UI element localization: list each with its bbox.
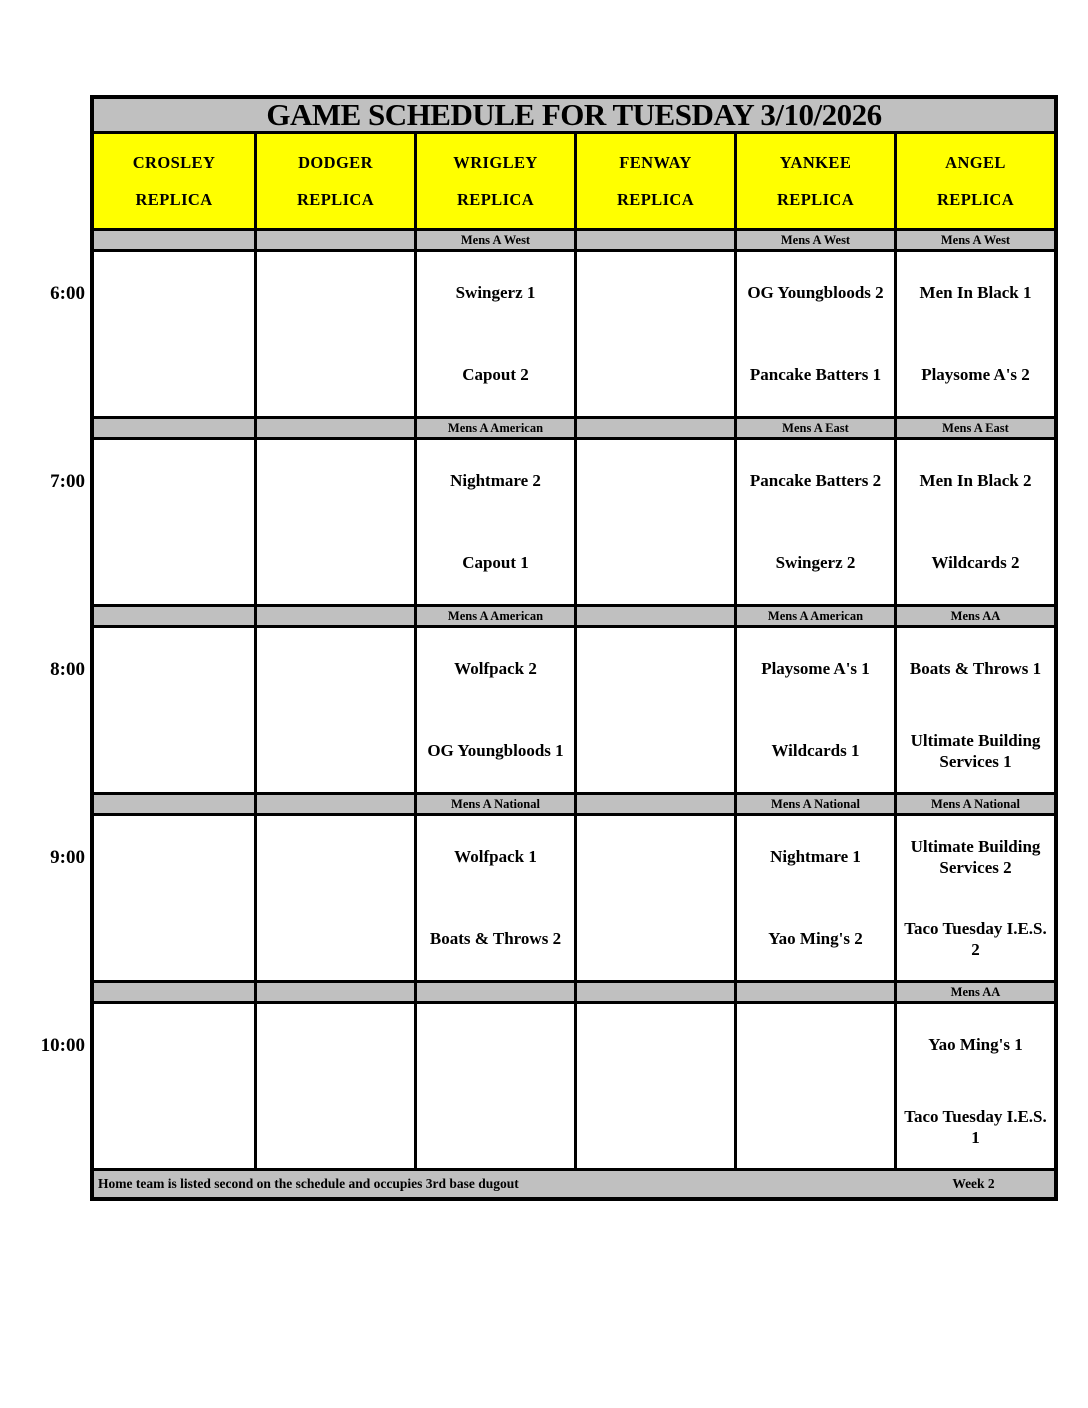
home-team-yankee: Yao Ming's 2	[768, 929, 863, 949]
game-cell-wrigley	[414, 816, 574, 980]
away-team-yankee	[737, 1004, 894, 1086]
away-team-yankee: OG Youngbloods 2	[747, 283, 884, 303]
division-cell-wrigley: Mens A West	[414, 231, 574, 249]
division-cell-crosley	[94, 795, 254, 813]
home-team-dodger	[257, 898, 414, 980]
page-title: GAME SCHEDULE FOR TUESDAY 3/10/2026	[94, 99, 1054, 134]
division-cell-yankee: Mens A West	[734, 231, 894, 249]
game-cell-dodger	[254, 440, 414, 604]
division-row-2	[94, 607, 1054, 628]
time-label-2: 8:00	[50, 659, 85, 680]
division-cell-angel: Mens A National	[894, 795, 1054, 813]
away-team-dodger	[257, 1004, 414, 1086]
home-team-wrigley: Capout 1	[462, 553, 529, 573]
home-team-fenway	[577, 522, 734, 604]
away-team-fenway	[577, 1004, 734, 1086]
away-team-wrigley: Swingerz 1	[455, 283, 536, 303]
game-cell-crosley	[94, 252, 254, 416]
division-cell-angel: Mens AA	[894, 607, 1054, 625]
field-header-crosley	[94, 134, 254, 228]
away-team-angel: Men In Black 1	[919, 283, 1032, 303]
away-team-wrigley: Wolfpack 2	[454, 659, 537, 679]
away-team-angel: Ultimate Building Services 2	[910, 836, 1041, 877]
away-team-dodger	[257, 440, 414, 522]
game-cell-dodger	[254, 816, 414, 980]
home-team-angel: Taco Tuesday I.E.S. 1	[904, 1106, 1047, 1147]
game-cell-wrigley	[414, 440, 574, 604]
away-team-wrigley	[417, 1004, 574, 1086]
field-name-wrigley: WRIGLEY	[453, 152, 538, 172]
game-cell-crosley	[94, 816, 254, 980]
home-team-crosley	[94, 1086, 254, 1168]
home-team-wrigley: OG Youngbloods 1	[427, 741, 564, 761]
time-label-4: 10:00	[40, 1035, 85, 1056]
game-cell-dodger	[254, 628, 414, 792]
away-team-dodger	[257, 252, 414, 334]
field-suffix-dodger: REPLICA	[296, 189, 375, 209]
home-team-fenway	[577, 1086, 734, 1168]
game-cell-angel	[894, 1004, 1054, 1168]
home-team-dodger	[257, 522, 414, 604]
time-label-3: 9:00	[50, 847, 85, 868]
home-team-angel: Wildcards 2	[931, 553, 1020, 573]
game-cell-fenway	[574, 816, 734, 980]
division-cell-fenway	[574, 795, 734, 813]
division-cell-yankee: Mens A American	[734, 607, 894, 625]
division-cell-dodger	[254, 607, 414, 625]
game-cell-fenway	[574, 440, 734, 604]
away-team-angel: Yao Ming's 1	[928, 1035, 1023, 1055]
division-cell-angel: Mens AA	[894, 983, 1054, 1001]
game-cell-yankee	[734, 816, 894, 980]
field-suffix-fenway: REPLICA	[616, 189, 695, 209]
away-team-angel: Boats & Throws 1	[909, 659, 1042, 679]
field-header-dodger	[254, 134, 414, 228]
game-cell-yankee	[734, 252, 894, 416]
away-team-yankee: Nightmare 1	[770, 847, 861, 867]
division-cell-yankee: Mens A East	[734, 419, 894, 437]
away-team-crosley	[94, 816, 254, 898]
away-team-yankee: Pancake Batters 2	[749, 471, 882, 491]
division-cell-wrigley: Mens A American	[414, 419, 574, 437]
division-cell-angel: Mens A East	[894, 419, 1054, 437]
home-team-crosley	[94, 710, 254, 792]
field-suffix-yankee: REPLICA	[776, 189, 855, 209]
game-cell-fenway	[574, 252, 734, 416]
home-team-yankee	[737, 1086, 894, 1168]
home-team-angel: Playsome A's 2	[921, 365, 1030, 385]
home-team-yankee: Pancake Batters 1	[749, 365, 882, 385]
game-cell-crosley	[94, 628, 254, 792]
division-cell-fenway	[574, 983, 734, 1001]
game-cell-angel	[894, 628, 1054, 792]
away-team-angel: Men In Black 2	[919, 471, 1032, 491]
home-team-angel: Taco Tuesday I.E.S. 2	[904, 918, 1047, 959]
field-header-angel	[894, 134, 1054, 228]
division-cell-wrigley: Mens A National	[414, 795, 574, 813]
field-name-angel: ANGEL	[945, 152, 1006, 172]
schedule-table	[90, 95, 1058, 1201]
game-cell-fenway	[574, 1004, 734, 1168]
division-cell-dodger	[254, 419, 414, 437]
game-cell-dodger	[254, 1004, 414, 1168]
game-row-1	[94, 440, 1054, 607]
division-cell-crosley	[94, 983, 254, 1001]
home-team-note: Home team is listed second on the schedule and occupies 3rd base dugout	[98, 1176, 519, 1191]
home-team-dodger	[257, 710, 414, 792]
away-team-fenway	[577, 440, 734, 522]
game-cell-wrigley	[414, 1004, 574, 1168]
field-name-fenway: FENWAY	[619, 152, 692, 172]
game-cell-dodger	[254, 252, 414, 416]
away-team-fenway	[577, 816, 734, 898]
division-cell-wrigley	[414, 983, 574, 1001]
home-team-dodger	[257, 334, 414, 416]
division-cell-yankee: Mens A National	[734, 795, 894, 813]
field-header-yankee	[734, 134, 894, 228]
home-team-yankee: Swingerz 2	[775, 553, 856, 573]
game-cell-fenway	[574, 628, 734, 792]
field-suffix-crosley: REPLICA	[135, 189, 213, 209]
division-cell-dodger	[254, 231, 414, 249]
game-cell-wrigley	[414, 252, 574, 416]
field-name-yankee: YANKEE	[779, 152, 852, 172]
away-team-crosley	[94, 628, 254, 710]
footer-row	[94, 1171, 1054, 1197]
time-label-0: 6:00	[50, 283, 85, 304]
field-header-row	[94, 134, 1054, 231]
division-cell-crosley	[94, 231, 254, 249]
game-cell-yankee	[734, 628, 894, 792]
game-cell-yankee	[734, 440, 894, 604]
home-team-fenway	[577, 898, 734, 980]
away-team-crosley	[94, 1004, 254, 1086]
division-cell-fenway	[574, 231, 734, 249]
home-team-wrigley: Capout 2	[462, 365, 529, 385]
away-team-crosley	[94, 440, 254, 522]
home-team-fenway	[577, 710, 734, 792]
division-cell-fenway	[574, 419, 734, 437]
game-cell-angel	[894, 816, 1054, 980]
division-row-1	[94, 419, 1054, 440]
field-suffix-angel: REPLICA	[936, 189, 1015, 209]
away-team-fenway	[577, 628, 734, 710]
division-cell-yankee	[734, 983, 894, 1001]
field-name-dodger: DODGER	[298, 152, 373, 172]
division-cell-crosley	[94, 419, 254, 437]
time-blocks-container	[94, 231, 1054, 1171]
division-cell-fenway	[574, 607, 734, 625]
division-cell-wrigley: Mens A American	[414, 607, 574, 625]
game-cell-angel	[894, 440, 1054, 604]
game-row-3	[94, 816, 1054, 983]
away-team-fenway	[577, 252, 734, 334]
time-label-1: 7:00	[50, 471, 85, 492]
division-row-0	[94, 231, 1054, 252]
home-team-crosley	[94, 334, 254, 416]
home-team-yankee: Wildcards 1	[771, 741, 860, 761]
field-header-fenway	[574, 134, 734, 228]
week-label: Week 2	[952, 1176, 995, 1191]
game-cell-wrigley	[414, 628, 574, 792]
division-cell-dodger	[254, 795, 414, 813]
division-cell-crosley	[94, 607, 254, 625]
game-row-0	[94, 252, 1054, 419]
away-team-dodger	[257, 816, 414, 898]
field-suffix-wrigley: REPLICA	[456, 189, 535, 209]
away-team-yankee: Playsome A's 1	[761, 659, 870, 679]
game-row-4	[94, 1004, 1054, 1171]
division-row-4	[94, 983, 1054, 1004]
away-team-wrigley: Wolfpack 1	[454, 847, 537, 867]
home-team-fenway	[577, 334, 734, 416]
away-team-crosley	[94, 252, 254, 334]
home-team-crosley	[94, 522, 254, 604]
home-team-crosley	[94, 898, 254, 980]
away-team-dodger	[257, 628, 414, 710]
game-cell-yankee	[734, 1004, 894, 1168]
division-row-3	[94, 795, 1054, 816]
away-team-wrigley: Nightmare 2	[450, 471, 541, 491]
division-cell-angel: Mens A West	[894, 231, 1054, 249]
game-cell-crosley	[94, 440, 254, 604]
home-team-dodger	[257, 1086, 414, 1168]
home-team-wrigley: Boats & Throws 2	[429, 929, 562, 949]
game-cell-crosley	[94, 1004, 254, 1168]
home-team-wrigley	[417, 1086, 574, 1168]
game-row-2	[94, 628, 1054, 795]
home-team-angel: Ultimate Building Services 1	[910, 730, 1041, 771]
field-name-crosley: CROSLEY	[132, 152, 216, 172]
field-header-wrigley	[414, 134, 574, 228]
division-cell-dodger	[254, 983, 414, 1001]
game-cell-angel	[894, 252, 1054, 416]
